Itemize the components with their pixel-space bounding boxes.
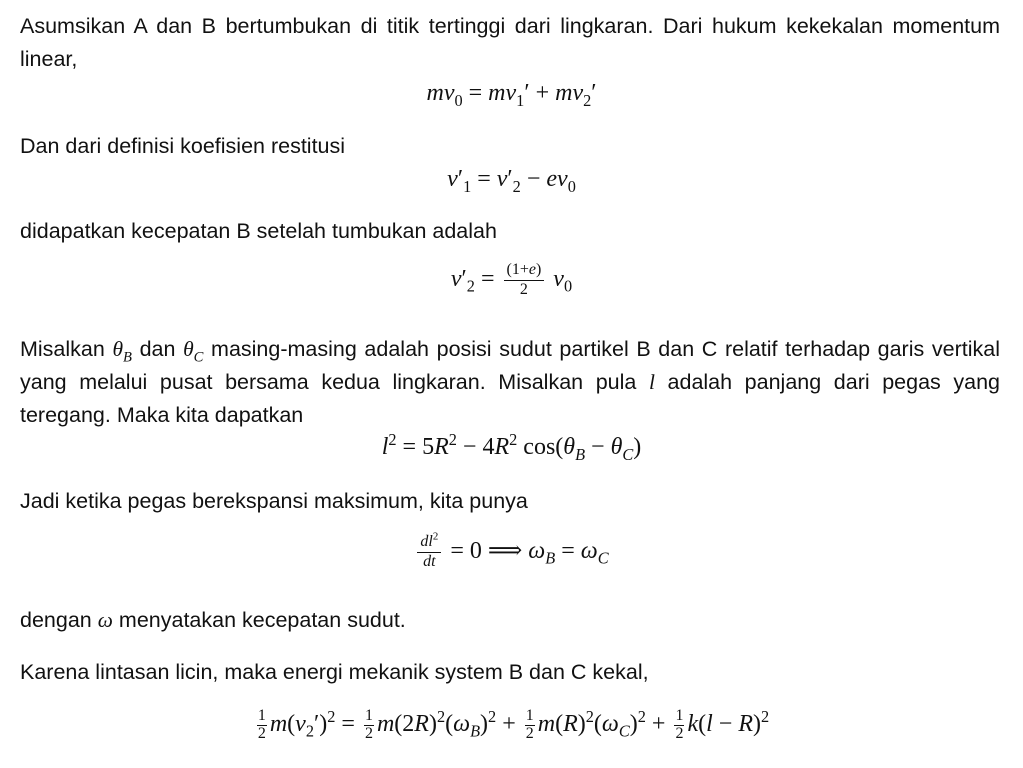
equation-momentum: $mv_0 = mv_1' + mv_2'$: [426, 80, 597, 110]
paragraph-restitution-intro: Dan dari definisi koefisien restitusi: [20, 134, 346, 158]
theta-b-symbol: $\theta_B$: [112, 337, 132, 366]
equation-max-extension: $\frac{dl^2}{dt}$ = 0 ⟹ $\omega_B = \omega_C$: [0, 534, 1023, 571]
p6-text-2: menyatakan kecepatan sudut.: [118, 608, 406, 632]
p4-text-1: Misalkan: [20, 337, 105, 361]
omega-symbol: ω: [97, 608, 113, 632]
equation-velocity-b: $v'_2$ = $\frac{(1+e)}{2}$ $v_0$: [450, 261, 573, 298]
theta-c-symbol: $\theta_C$: [183, 337, 204, 366]
p4-text-3: masing-masing adalah posisi sudut partikel B dan C relatif terhadap garis vertikal yang melalui pusat bersama kedua lingkaran. Misalkan pula: [20, 337, 1000, 394]
ell-symbol: l: [648, 370, 655, 394]
equation-spring-length: $l^2 = 5R^2 - 4R^2$ $\cos(\theta_B - \theta_C)$: [381, 430, 642, 464]
equation-restitution: $v'_1 = v'_2 - ev_0$: [447, 166, 576, 196]
equation-energy: $\frac{1}{2}$ $m(v_2')^2$ = $\frac{1}{2}$ $m(2R)^2(\omega_B)^2$ + $\frac{1}{2}$ $m(R)^2(\omega_C)^2$ + $\frac{1}{2}$ $k(l - R)^2$: [257, 706, 770, 742]
p4-text-4: adalah panjang dari pegas yang teregang. Maka kita dapatkan: [20, 370, 1001, 427]
paragraph-momentum-intro: Asumsikan A dan B bertumbukan di titik tertinggi dari lingkaran. Dari hukum kekekalan momentum linear,: [20, 14, 1000, 71]
p4-text-2: dan: [139, 337, 176, 361]
paragraph-energy-intro: Karena lintasan licin, maka energi mekanik system B dan C kekal,: [20, 660, 649, 684]
paragraph-angle-definition: [20, 333, 1000, 432]
paragraph-omega-definition: [20, 604, 1000, 637]
p6-text-1: dengan: [20, 608, 92, 632]
paragraph-velocity-intro: didapatkan kecepatan B setelah tumbukan adalah: [20, 219, 497, 243]
paragraph-max-extension-intro: Jadi ketika pegas berekspansi maksimum, kita punya: [20, 489, 528, 513]
